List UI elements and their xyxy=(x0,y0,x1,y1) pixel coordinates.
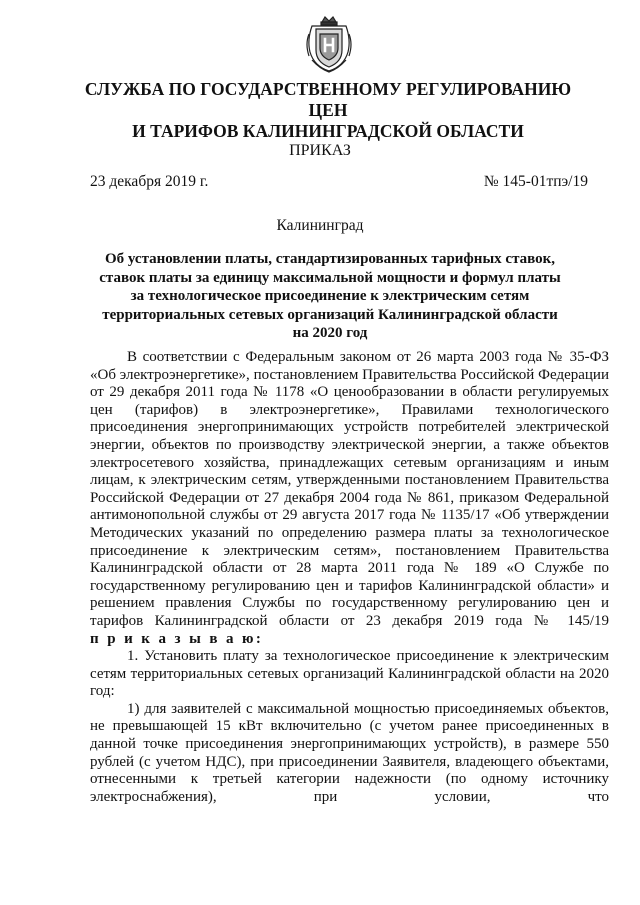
title-line: Об установлении платы, стандартизированных тарифных ставок, xyxy=(104,251,556,267)
decree-word: п р и к а з ы в а ю: xyxy=(90,630,264,647)
coat-of-arms-icon xyxy=(304,14,354,74)
document-body xyxy=(90,349,609,806)
preamble-paragraph: В соответствии с Федеральным законом от 26 марта 2003 года № 35-ФЗ «Об электроэнергетике», постановлением Правительства Российской Федерации от 29 декабря 2011 года № 1178 «О ценообразовании в области регулируемых цен (тарифов) в электроэнергетике», Правилами технологического присоединения энергопринимающих устройств потребителей электрической энергии, объектов по производству электрической энергии, а также объектов электросетевого хозяйства, принадлежащих сетевым организациям и иным лицам, к электрическим сетям, утвержденными постановлением Правительства Российской Федерации от 27 декабря 2004 года № 861, приказом Федеральной антимонопольной службы от 29 августа 2017 года № 1135/17 «Об утверждении Методических указаний по определению размера платы за технологическое присоединение к электрическим сетям», постановлением Правительства Калининградской области от 28 марта 2011 года № 189 «О Службе по государственному регулированию цен и тарифов Калининградской области» и решением правления Службы по государственному регулированию цен и тарифов Калининградской области от 23 декабря 2019 года № 145/19 xyxy=(90,349,609,629)
item-1-paragraph: 1. Установить плату за технологическое присоединение к электрическим сетям территориальных сетевых организаций Калининградской области на 2020 год: xyxy=(90,648,609,700)
agency-line-1: СЛУЖБА ПО ГОСУДАРСТВЕННОМУ РЕГУЛИРОВАНИЮ ЦЕН xyxy=(84,79,572,120)
document-date: 23 декабря 2019 г. xyxy=(90,173,209,190)
document-type: ПРИКАЗ xyxy=(289,142,351,159)
title-line: на 2020 год xyxy=(292,325,368,341)
document-number: № 145-01тпэ/19 xyxy=(483,173,588,190)
title-line: ставок платы за единицу максимальной мощности и формул платы xyxy=(99,269,561,286)
agency-name xyxy=(82,79,574,142)
city: Калининград xyxy=(276,217,364,234)
document-title xyxy=(95,250,565,343)
title-line: территориальных сетевых организаций Калининградской области xyxy=(102,306,558,323)
agency-line-2: И ТАРИФОВ КАЛИНИНГРАДСКОЙ ОБЛАСТИ xyxy=(132,121,524,141)
title-line: за технологическое присоединение к электрическим сетям xyxy=(130,288,530,304)
item-1-1-paragraph: 1) для заявителей с максимальной мощностью присоединяемых объектов, не превышающей 15 кВт включительно (с учетом ранее присоединенных в данной точке присоединения энергопринимающих устройств), в размере 550 рублей (с учетом НДС), при присоединении Заявителя, владеющего объектами, отнесенными к третьей категории надежности (по одному источнику электроснабжения), при условии, что xyxy=(90,700,609,805)
